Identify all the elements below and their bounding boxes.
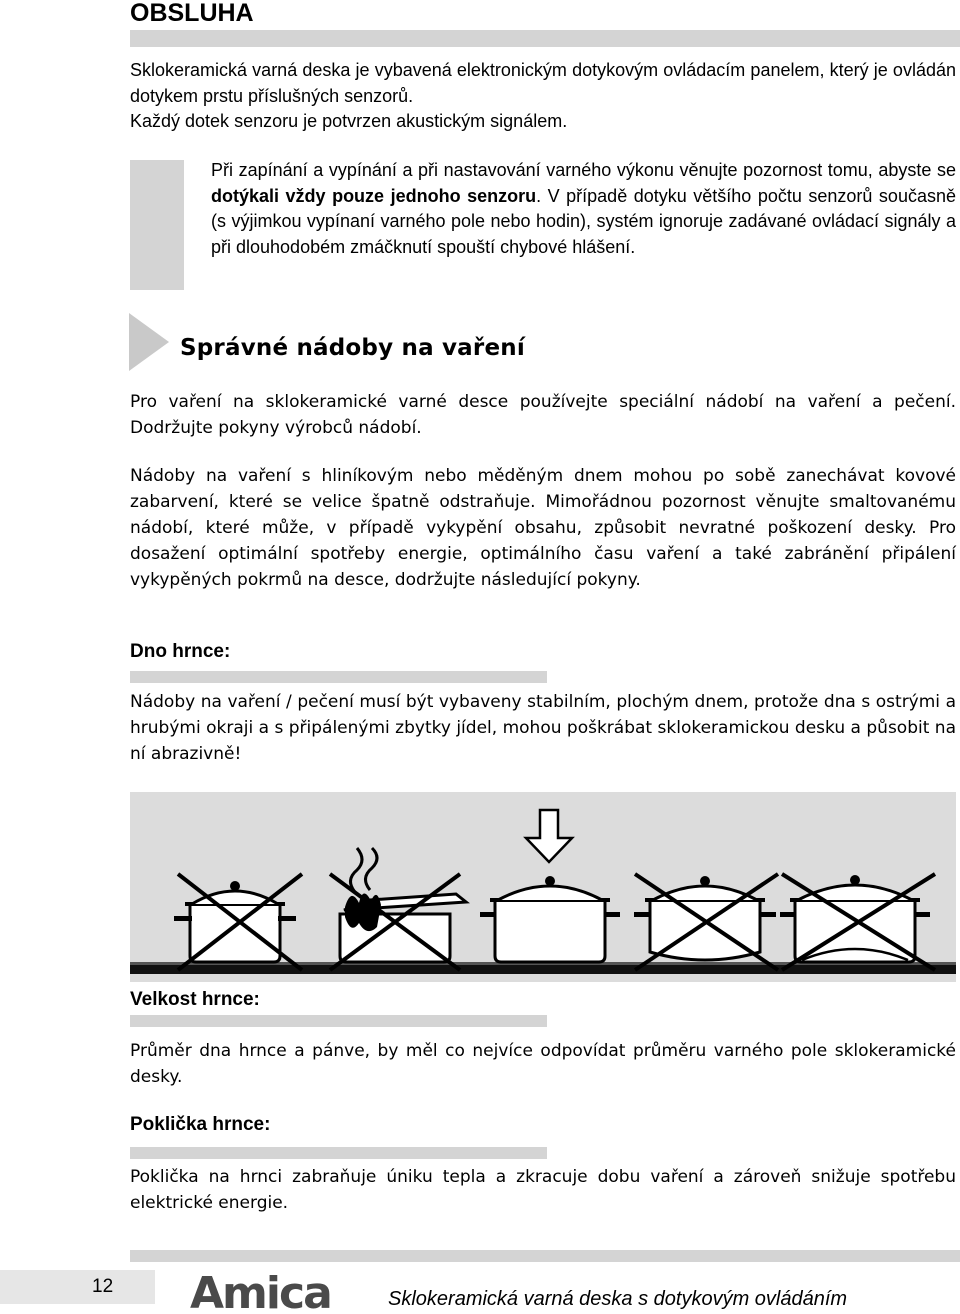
section-title: Správné nádoby na vaření bbox=[180, 335, 525, 361]
page-number-box bbox=[0, 1270, 155, 1304]
footer-rule bbox=[130, 1250, 960, 1262]
footer-title: Sklokeramická varná deska s dotykovým ovládáním bbox=[388, 1288, 848, 1310]
bottom-heading: Dno hrnce: bbox=[130, 641, 231, 662]
intro-line-1: Sklokeramická varná deska je vybavená elektronickým dotykovým ovládacím panelem, který je ovládán dotykem prstu příslušných senzorů. bbox=[130, 60, 956, 106]
svg-text:Amica: Amica bbox=[190, 1270, 331, 1314]
note-text-end: . V případě dotyku většího počtu senzorů současně (s výjimkou vypínaní varného pole nebo hodin), systém ignoruje zadávané ovládací signály a při dlouhodobém zmáčknutí spouští chybové hlášení. bbox=[211, 185, 956, 257]
bottom-paragraph: Nádoby na vaření / pečení musí být vybaveny stabilním, plochým dnem, protože dna s ostrými a hrubými okraji a s připálenými zbytky jídel, mohou poškrábat sklokeramickou desku a působit na ní abrazivně! bbox=[130, 692, 956, 764]
intro-line-2: Každý dotek senzoru je potvrzen akustickým signálem. bbox=[130, 111, 568, 131]
lid-heading: Poklička hrnce: bbox=[130, 1114, 271, 1135]
section-paragraph-2: Nádoby na vaření s hliníkovým nebo měděným dnem mohou po sobě zanechávat kovové zabarvení, které se velice špatně odstraňuje. Mimořádnou pozornost věnujte smaltovanému nádobí, které může, v případě vykypění obsahu, způsobit nevratné poškození desky. Pro dosažení optimální spotřeby energie, optimálního času vaření a také zabránění připálení vykypěných pokrmů na desce, dodržujte následující pokyny. bbox=[130, 466, 956, 590]
lid-paragraph: Poklička na hrnci zabraňuje úniku tepla a zkracuje dobu vaření a zároveň snižuje spotřebu elektrické energie. bbox=[130, 1167, 956, 1213]
size-heading: Velkost hrnce: bbox=[130, 989, 260, 1010]
cookware-figure bbox=[130, 792, 956, 982]
heading-rule bbox=[130, 30, 960, 47]
size-heading-rule bbox=[130, 1015, 547, 1027]
section-arrow-icon bbox=[129, 313, 169, 371]
intro-paragraph bbox=[130, 58, 956, 135]
page-heading: OBSLUHA bbox=[130, 0, 254, 27]
note-paragraph bbox=[211, 158, 956, 260]
size-paragraph: Průměr dna hrnce a pánve, by měl co nejvíce odpovídat průměru varného pole sklokeramické desky. bbox=[130, 1041, 956, 1087]
section-paragraph-1: Pro vaření na sklokeramické varné desce používejte speciální nádobí na vaření a pečení. Dodržujte pokyny výrobců nádobí. bbox=[130, 392, 956, 438]
note-marker bbox=[130, 160, 184, 290]
page-number: 12 bbox=[92, 1276, 114, 1297]
pot-too-large bbox=[780, 874, 935, 970]
amica-logo bbox=[190, 1270, 340, 1314]
lid-heading-rule bbox=[130, 1147, 547, 1159]
note-emphasis: dotýkali vždy pouze jednoho senzoru bbox=[211, 185, 537, 206]
note-text-start: Při zapínání a vypínání a při nastavování varného výkonu věnujte pozornost tomu, abyste se bbox=[211, 160, 956, 180]
bottom-heading-rule bbox=[130, 671, 547, 683]
pot-uneven-bottom bbox=[634, 874, 778, 970]
